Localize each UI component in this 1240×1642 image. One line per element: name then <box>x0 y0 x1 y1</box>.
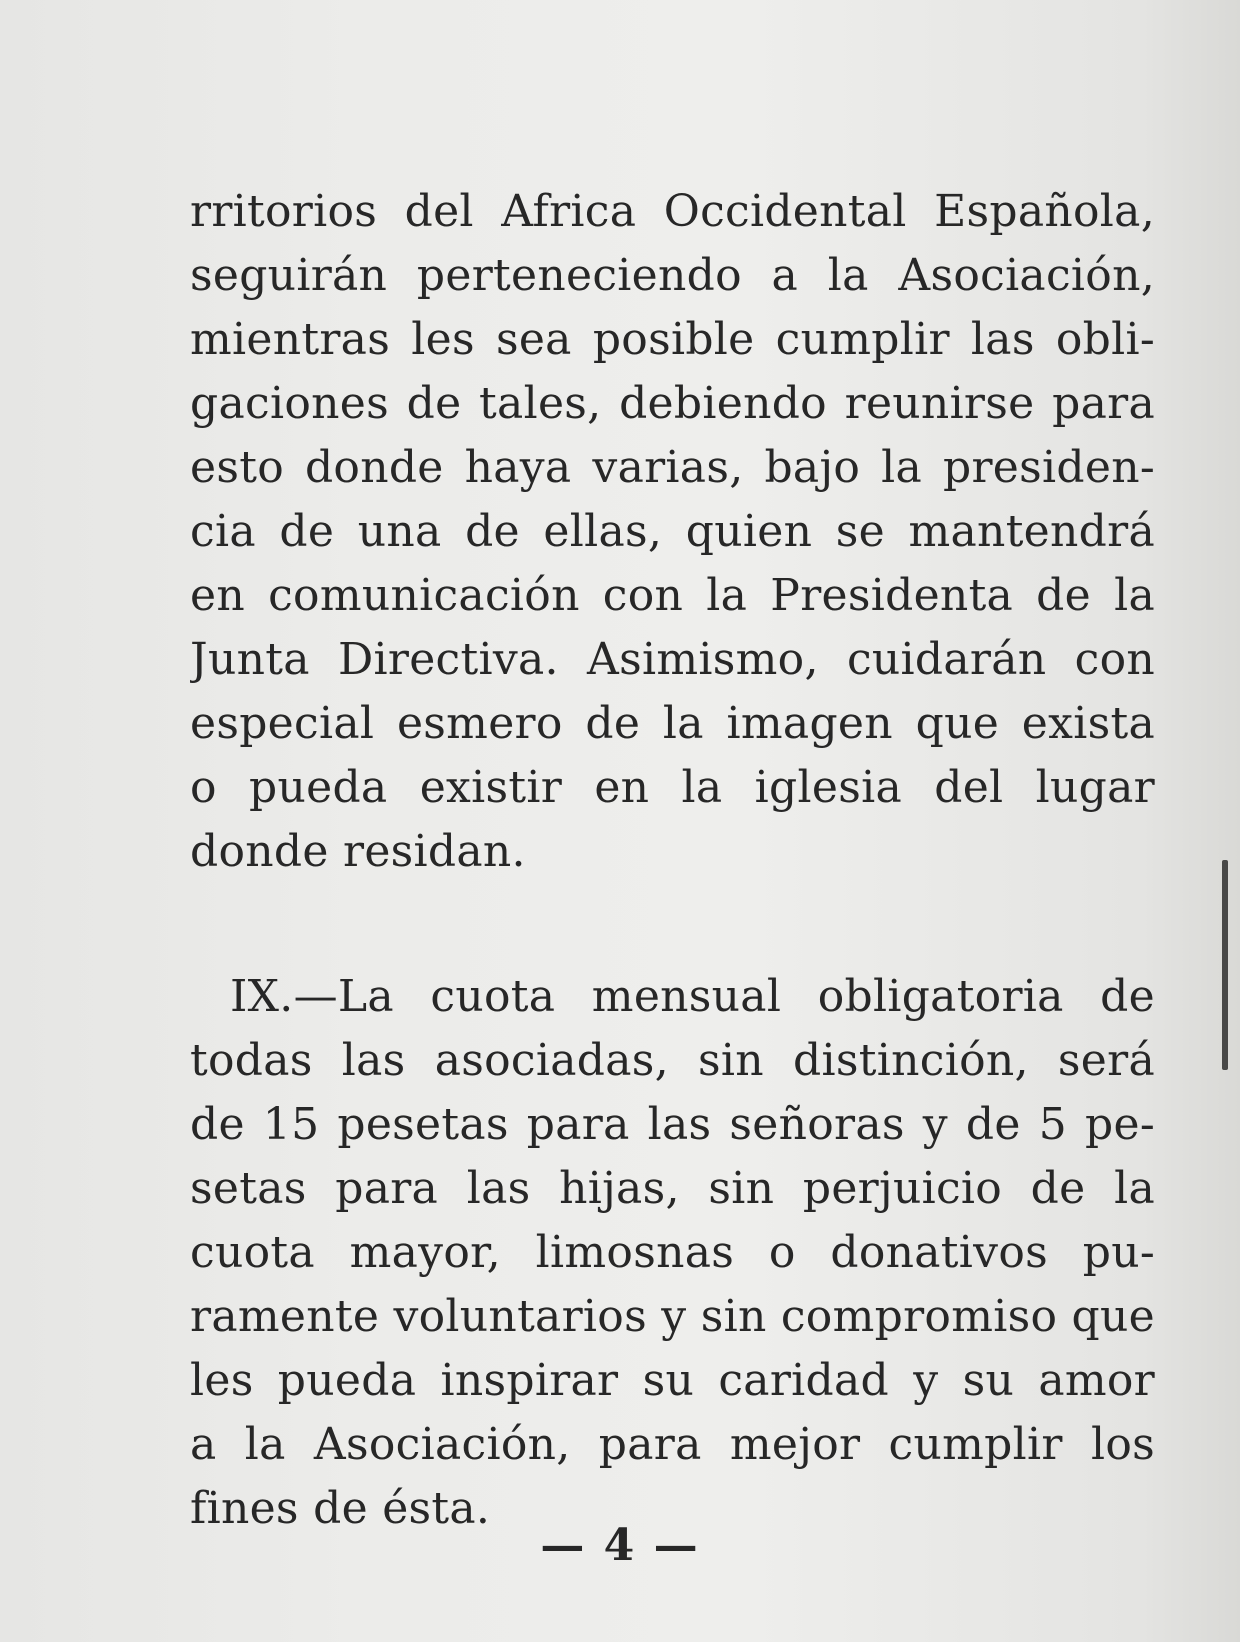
text-line: fines de ésta. <box>190 1483 491 1534</box>
text-line: a la Asociación, para mejor cumplir los <box>190 1419 1155 1470</box>
text-line: de 15 pesetas para las señoras y de 5 pe- <box>190 1099 1155 1150</box>
text-line: en comunicación con la Presidenta de la <box>190 570 1155 621</box>
text-line: mientras les sea posible cumplir las obli- <box>190 314 1155 365</box>
text-line: les pueda inspirar su caridad y su amor <box>190 1355 1155 1406</box>
page-number: — 4 — <box>540 1520 700 1571</box>
article-ix-paragraph <box>190 965 1155 1541</box>
text-line: esto donde haya varias, bajo la presiden- <box>190 442 1155 493</box>
text-line: donde residan. <box>190 826 526 877</box>
text-line: seguirán perteneciendo a la Asociación, <box>190 250 1155 301</box>
text-line: especial esmero de la imagen que exista <box>190 698 1155 749</box>
text-line: setas para las hijas, sin perjuicio de la <box>190 1163 1155 1214</box>
text-line: todas las asociadas, sin distinción, será <box>190 1035 1155 1086</box>
text-line: Junta Directiva. Asimismo, cuidarán con <box>190 634 1155 685</box>
text-line: IX.—La cuota mensual obligatoria de <box>230 971 1155 1022</box>
text-line: cia de una de ellas, quien se mantendrá <box>190 506 1155 557</box>
text-line: rritorios del Africa Occidental Española, <box>190 186 1155 237</box>
text-line: o pueda existir en la iglesia del lugar <box>190 762 1155 813</box>
text-line: cuota mayor, limosnas o donativos pu- <box>190 1227 1155 1278</box>
text-line: gaciones de tales, debiendo reunirse para <box>190 378 1155 429</box>
paragraph-continuation <box>190 180 1155 884</box>
text-line: ramente voluntarios y sin compromiso que <box>190 1291 1155 1342</box>
